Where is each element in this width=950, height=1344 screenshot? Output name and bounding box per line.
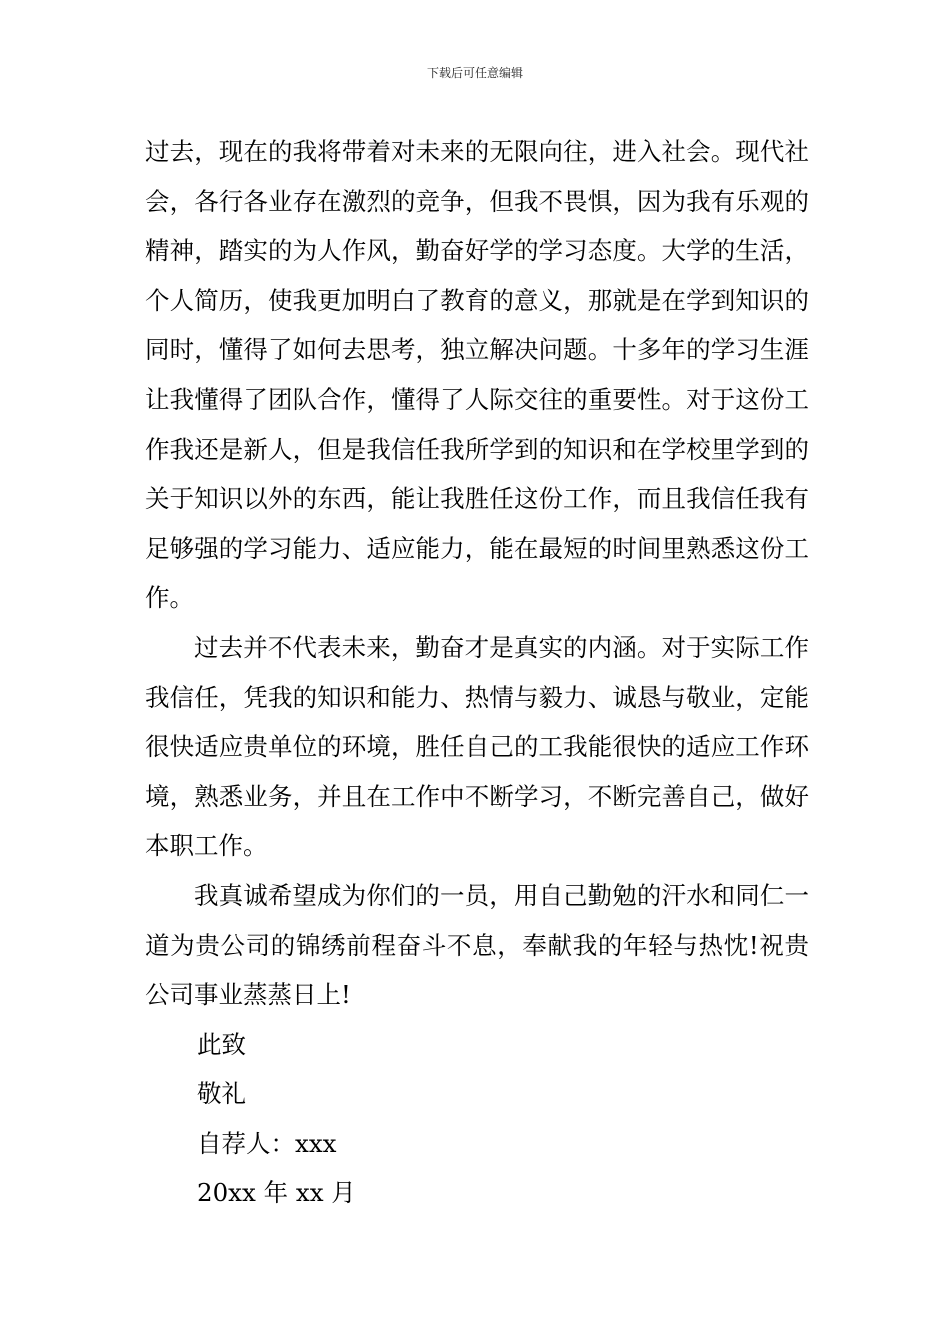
closing-regards: 敬礼 — [197, 1079, 246, 1109]
date-line: 20xx 年 xx 月 — [197, 1178, 356, 1208]
paragraph-3: 我真诚希望成为你们的一员，用自己勤勉的汗水和同仁一道为贵公司的锦绣前程奋斗不息，奉献我的年轻与热忱!祝贵公司事业蒸蒸日上! — [145, 880, 809, 1010]
paragraph-2: 过去并不代表未来，勤奋才是真实的内涵。对于实际工作我信任，凭我的知识和能力、热情与毅力、诚恳与敬业，定能很快适应贵单位的环境，胜任自己的工我能很快的适应工作环境，熟悉业务，并且在工作中不断学习，不断完善自己，做好本职工作。 — [145, 632, 809, 861]
signature-line: 自荐人：xxx — [197, 1128, 337, 1158]
page-header: 下载后可任意编辑 — [426, 66, 523, 80]
letter-body — [145, 127, 809, 1218]
paragraph-1: 过去，现在的我将带着对未来的无限向往，进入社会。现代社会，各行各业存在激烈的竞争，但我不畏惧，因为我有乐观的精神，踏实的为人作风，勤奋好学的学习态度。大学的生活，个人简历，使我更加明白了教育的意义，那就是在学到知识的同时，懂得了如何去思考，独立解决问题。十多年的学习生涯让我懂得了团队合作，懂得了人际交往的重要性。对于这份工作我还是新人，但是我信任我所学到的知识和在学校里学到的关于知识以外的东西，能让我胜任这份工作，而且我信任我有足够强的学习能力、适应能力，能在最短的时间里熟悉这份工作。 — [145, 137, 809, 613]
closing-salutation: 此致 — [197, 1029, 246, 1059]
